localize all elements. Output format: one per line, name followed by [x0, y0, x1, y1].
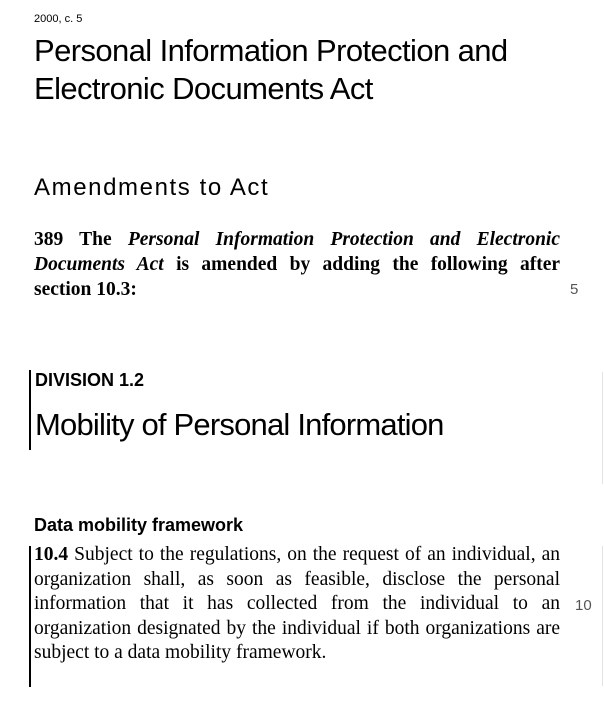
division-change-bar — [29, 370, 31, 450]
framework-heading: Data mobility framework — [34, 515, 244, 535]
section-number: 10.4 — [34, 544, 69, 565]
act-title-line-2: Electronic Documents Act — [34, 71, 373, 106]
right-margin-rule-top — [602, 372, 603, 484]
section-change-bar — [29, 546, 31, 687]
amendment-act-name: Personal Information Protection and Electronic Documents Act — [34, 229, 560, 275]
amendment-number: 389 — [34, 229, 64, 250]
act-title-line-1: Personal Information Protection and — [34, 33, 508, 68]
section-text: Subject to the regulations, on the request of an individual, an organization shall, as soon as feasible, disclose the personal information that it has collected from the individual to an organization designated by the individual if both organizations are subject to a data mobility framework. — [34, 544, 561, 664]
line-number-5: 5 — [570, 281, 579, 298]
act-citation: 2000, c. 5 — [34, 13, 83, 25]
division-title: Mobility of Personal Information — [35, 407, 444, 442]
amendment-text-after: is amended by adding the following after section 10.3: — [34, 254, 561, 300]
division-label: DIVISION 1.2 — [35, 370, 145, 390]
section-heading: Amendments to Act — [34, 174, 270, 201]
right-margin-rule-bottom — [602, 546, 603, 686]
line-number-10: 10 — [575, 597, 592, 614]
section-10-4-paragraph — [34, 543, 560, 666]
amendment-paragraph — [34, 227, 560, 302]
act-title — [34, 32, 574, 108]
amendment-text-before: The — [79, 229, 112, 250]
